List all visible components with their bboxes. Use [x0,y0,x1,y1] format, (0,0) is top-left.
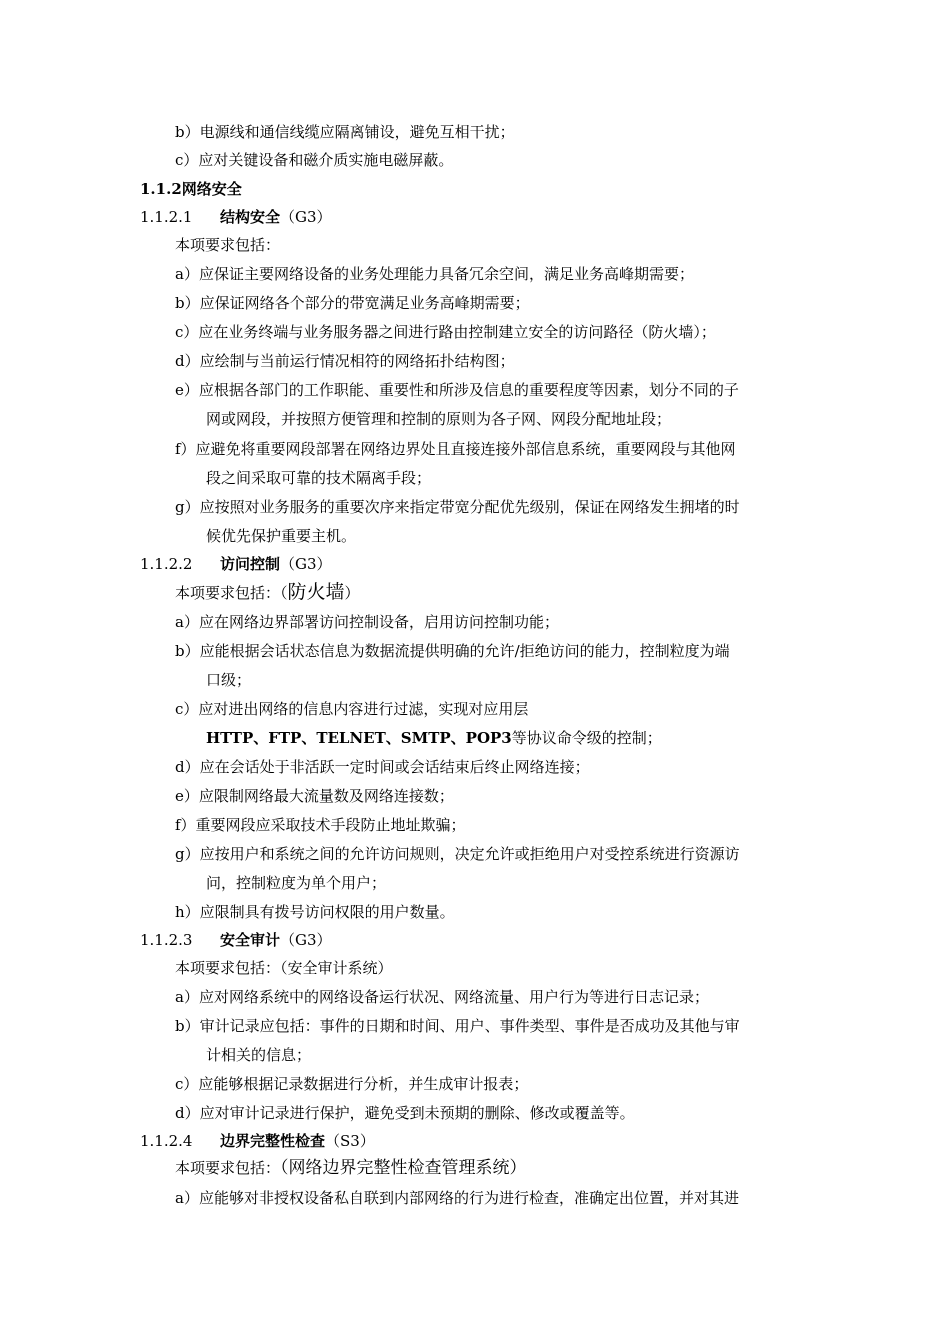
subsection-heading [140,1130,375,1152]
list-item: d）应绘制与当前运行情况相符的网络拓扑结构图； [175,352,515,370]
list-item: f）应避免将重要网段部署在网络边界处且直接连接外部信息系统，重要网段与其他网 [175,440,736,458]
list-item: b）电源线和通信线缆应隔离铺设，避免互相干扰； [175,123,515,141]
subsection-number: 1.1.2.1 [140,208,193,226]
intro-text [175,1157,527,1179]
subsection-number: 1.1.2.3 [140,931,193,949]
intro-close: ） [344,584,360,602]
section-heading: 1.1.2网络安全 [140,180,242,198]
list-item-continuation: 网或网段，并按照方便管理和控制的原则为各子网、网段分配地址段； [206,410,672,428]
subsection-title: 结构安全 [220,208,281,226]
list-item: b）审计记录应包括：事件的日期和时间、用户、事件类型、事件是否成功及其他与审 [175,1017,740,1035]
list-item: e）应限制网络最大流量数及网络连接数； [175,787,454,805]
subsection-title: 安全审计 [220,931,281,949]
intro-label: 本项要求包括： [175,1159,281,1177]
subsection-heading [140,929,332,951]
list-item-continuation: 段之间采取可靠的技术隔离手段； [206,469,432,487]
list-item: b）应能根据会话状态信息为数据流提供明确的允许/拒绝访问的能力，控制粒度为端 [175,642,730,660]
list-item: c）应对进出网络的信息内容进行过滤，实现对应用层 [175,700,529,718]
intro-note: 防火墙 [287,581,345,603]
subsection-title: 访问控制 [220,555,281,573]
list-item: b）应保证网络各个部分的带宽满足业务高峰期需要； [175,294,530,312]
list-item: c）应能够根据记录数据进行分析，并生成审计报表； [175,1075,529,1093]
list-item: a）应对网络系统中的网络设备运行状况、网络流量、用户行为等进行日志记录； [175,988,709,1006]
list-item: f）重要网段应采取技术手段防止地址欺骗； [175,816,466,834]
subsection-number: 1.1.2.2 [140,555,193,573]
subsection-tag: （S3） [325,1132,375,1150]
intro-text [175,581,360,604]
list-item: g）应按照对业务服务的重要次序来指定带宽分配优先级别，保证在网络发生拥堵的时 [175,498,740,516]
intro-label: 本项要求包括：（ [175,584,288,602]
list-item: a）应能够对非授权设备私自联到内部网络的行为进行检查，准确定出位置，并对其进 [175,1189,739,1207]
subsection-heading [140,553,332,575]
list-item: e）应根据各部门的工作职能、重要性和所涉及信息的重要程度等因素，划分不同的子 [175,381,739,399]
list-item-continuation: 问，控制粒度为单个用户； [206,874,387,892]
subsection-tag: （G3） [280,208,332,226]
list-item-continuation: 计相关的信息； [206,1046,312,1064]
subsection-tag: （G3） [280,555,332,573]
list-item-continuation: 候优先保护重要主机。 [206,527,357,545]
protocol-rest: 等协议命令级的控制； [511,729,662,747]
list-item: d）应对审计记录进行保护，避免受到未预期的删除、修改或覆盖等。 [175,1104,635,1122]
subsection-number: 1.1.2.4 [140,1132,193,1150]
list-item-continuation: 口级； [206,671,252,689]
list-item: c）应对关键设备和磁介质实施电磁屏蔽。 [175,151,454,169]
intro-text: 本项要求包括： [175,236,281,254]
intro-text: 本项要求包括：（安全审计系统） [175,959,393,977]
list-item: a）应保证主要网络设备的业务处理能力具备冗余空间，满足业务高峰期需要； [175,265,694,283]
list-item: c）应在业务终端与业务服务器之间进行路由控制建立安全的访问路径（防火墙）； [175,323,716,341]
subsection-heading [140,206,332,228]
subsection-tag: （G3） [280,931,332,949]
intro-note: （网络边界完整性检查管理系统） [280,1158,527,1178]
list-item: g）应按用户和系统之间的允许访问规则，决定允许或拒绝用户对受控系统进行资源访 [175,845,740,863]
list-item-continuation [206,727,662,749]
list-item: d）应在会话处于非活跃一定时间或会话结束后终止网络连接； [175,758,590,776]
subsection-title: 边界完整性检查 [220,1132,326,1150]
list-item: a）应在网络边界部署访问控制设备，启用访问控制功能； [175,613,559,631]
list-item: h）应限制具有拨号访问权限的用户数量。 [175,903,455,921]
protocol-list: HTTP、FTP、TELNET、SMTP、POP3 [206,729,512,747]
